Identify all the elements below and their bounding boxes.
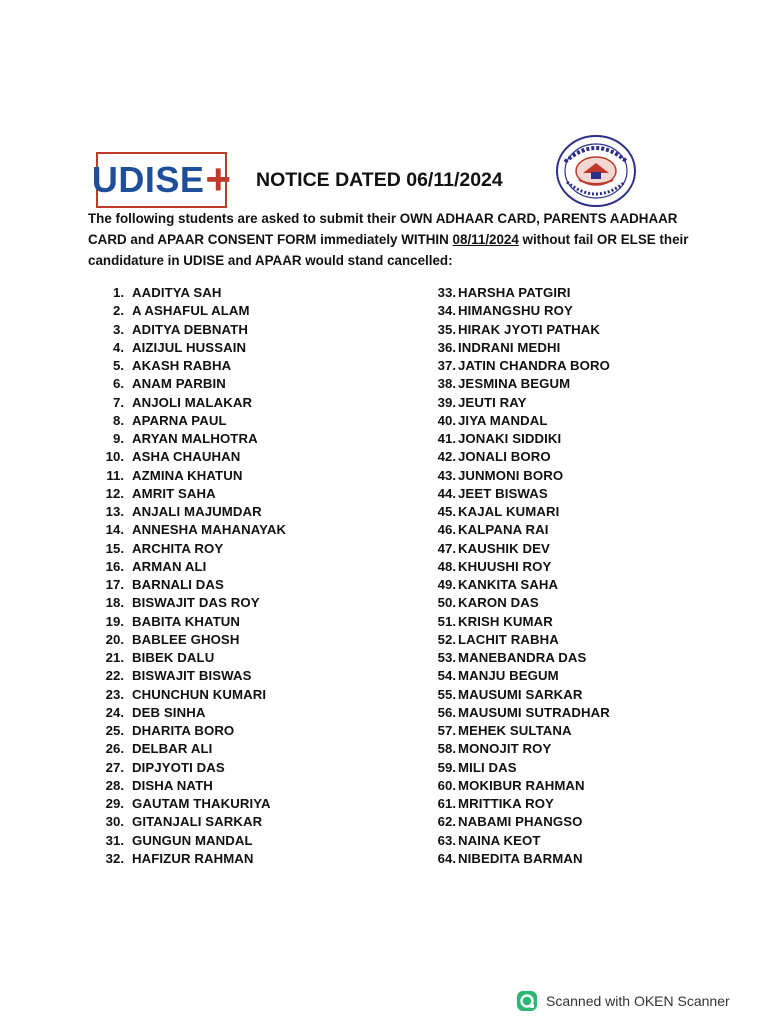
student-name: NAINA KEOT — [458, 832, 541, 848]
student-number: 40. — [437, 412, 456, 428]
student-name: JESMINA BEGUM — [458, 376, 571, 392]
student-number: 36. — [437, 339, 456, 355]
student-list-item — [420, 740, 610, 758]
student-number: 12. — [105, 485, 124, 501]
student-number: 28. — [105, 777, 124, 793]
student-name: HIRAK JYOTI PATHAK — [458, 321, 600, 337]
student-list-item — [420, 540, 610, 558]
student-number: 21. — [105, 650, 124, 665]
student-list-item — [96, 850, 286, 868]
student-list-item — [96, 686, 286, 704]
student-number: 8. — [113, 412, 124, 428]
student-name: NIBEDITA BARMAN — [458, 850, 583, 866]
student-name: KHUUSHI ROY — [458, 558, 552, 574]
student-name: ANNESHA MAHANAYAK — [132, 522, 287, 538]
student-list-item — [420, 631, 610, 649]
student-name: ARMAN ALI — [132, 558, 207, 574]
student-list-item — [96, 284, 286, 302]
student-number: 4. — [113, 339, 124, 355]
student-number: 61. — [437, 796, 456, 811]
student-name: MONOJIT ROY — [458, 741, 552, 757]
student-number: 14. — [105, 522, 124, 538]
student-name: BARNALI DAS — [132, 577, 224, 592]
student-number: 62. — [437, 814, 456, 830]
student-number: 19. — [105, 613, 124, 629]
student-list-item — [96, 467, 286, 485]
student-list-item — [96, 540, 286, 558]
student-number: 38. — [437, 376, 456, 392]
student-list-item — [420, 667, 610, 685]
student-number: 39. — [437, 394, 456, 410]
student-number: 7. — [113, 394, 124, 410]
student-number: 57. — [437, 723, 456, 738]
scanner-text: Scanned with OKEN Scanner — [546, 993, 730, 1009]
student-number: 10. — [105, 449, 124, 465]
student-name: MRITTIKA ROY — [458, 796, 554, 811]
student-list-item — [96, 667, 286, 685]
student-number: 5. — [113, 358, 124, 373]
student-list-item — [420, 594, 610, 612]
oken-scanner-icon — [516, 990, 538, 1012]
student-list-item — [420, 795, 610, 813]
student-number: 48. — [437, 558, 456, 574]
student-name: MEHEK SULTANA — [458, 723, 572, 738]
student-number: 26. — [105, 741, 124, 757]
student-list-item — [96, 394, 286, 412]
student-name: ADITYA DEBNATH — [132, 321, 248, 337]
student-number: 17. — [105, 577, 124, 592]
student-name: MAUSUMI SARKAR — [458, 686, 583, 702]
notice-instructions — [88, 208, 698, 271]
student-name: AKASH RABHA — [132, 358, 232, 373]
intro-text-part2: without fail OR ELSE their candidature in UDISE and APAAR would stand cancelled: — [88, 232, 689, 268]
student-name: ARCHITA ROY — [132, 540, 224, 556]
student-number: 23. — [105, 686, 124, 702]
scanner-watermark — [516, 990, 730, 1012]
student-name: MAUSUMI SUTRADHAR — [458, 704, 610, 720]
student-name: BISWAJIT DAS ROY — [132, 595, 260, 611]
student-name: DIPJYOTI DAS — [132, 759, 225, 775]
student-number: 50. — [437, 595, 456, 611]
student-name: BISWAJIT BISWAS — [132, 668, 252, 684]
student-list-item — [420, 558, 610, 576]
student-number: 63. — [437, 832, 456, 848]
student-list-item — [96, 649, 286, 667]
student-list-item — [96, 375, 286, 393]
student-list-item — [96, 302, 286, 320]
student-list-item — [420, 832, 610, 850]
student-list-item — [420, 485, 610, 503]
student-name: KRISH KUMAR — [458, 613, 553, 629]
student-name: DISHA NATH — [132, 777, 213, 793]
student-list-item — [420, 357, 610, 375]
student-number: 55. — [437, 686, 456, 702]
student-name: ANJALI MAJUMDAR — [132, 504, 262, 519]
student-name: NABAMI PHANGSO — [458, 814, 583, 830]
school-seal-logo — [553, 132, 639, 210]
student-number: 53. — [437, 650, 456, 665]
student-number: 41. — [437, 431, 456, 446]
student-list-item — [420, 284, 610, 302]
student-number: 32. — [105, 850, 124, 866]
student-number: 47. — [437, 540, 456, 556]
student-name: KAUSHIK DEV — [458, 540, 550, 556]
deadline-date: 08/11/2024 — [452, 232, 519, 247]
student-name: DHARITA BORO — [132, 723, 235, 738]
student-list-item — [420, 722, 610, 740]
student-number: 30. — [105, 814, 124, 830]
student-number: 18. — [105, 595, 124, 611]
student-number: 15. — [105, 540, 124, 556]
student-name: JEET BISWAS — [458, 485, 548, 501]
student-list-item — [96, 576, 286, 594]
student-number: 51. — [437, 613, 456, 629]
student-name: MILI DAS — [458, 759, 517, 775]
student-name: KAJAL KUMARI — [458, 504, 560, 519]
student-number: 45. — [437, 504, 456, 519]
student-list-item — [420, 613, 610, 631]
student-list-item — [420, 813, 610, 831]
student-number: 59. — [437, 759, 456, 775]
student-name: JONAKI SIDDIKI — [458, 431, 562, 446]
student-number: 24. — [105, 704, 124, 720]
student-name: BIBEK DALU — [132, 650, 215, 665]
student-list-item — [420, 850, 610, 868]
student-list-item — [96, 503, 286, 521]
student-list-item — [420, 321, 610, 339]
student-number: 16. — [105, 558, 124, 574]
student-list-item — [96, 558, 286, 576]
student-number: 22. — [105, 668, 124, 684]
student-number: 9. — [113, 431, 124, 446]
student-name: HIMANGSHU ROY — [458, 303, 573, 319]
student-name: JONALI BORO — [458, 449, 551, 465]
student-list-item — [96, 777, 286, 795]
student-name: KARON DAS — [458, 595, 539, 611]
notice-title: NOTICE DATED 06/11/2024 — [256, 169, 503, 191]
student-list-item — [96, 321, 286, 339]
student-name: DELBAR ALI — [132, 741, 213, 757]
student-number: 33. — [437, 285, 456, 300]
student-name: APARNA PAUL — [132, 412, 227, 428]
student-list-item — [420, 649, 610, 667]
student-list-item — [96, 485, 286, 503]
student-number: 35. — [437, 321, 456, 337]
intro-text-part1: The following students are asked to submit their OWN ADHAAR CARD, PARENTS AADHAAR CARD and APAAR CONSENT FORM immediately WITHIN — [88, 211, 678, 247]
student-name: AADITYA SAH — [132, 285, 222, 300]
student-list-item — [96, 704, 286, 722]
student-number: 52. — [437, 631, 456, 647]
student-list-item — [96, 759, 286, 777]
student-number: 37. — [437, 358, 456, 373]
student-list-left — [96, 284, 286, 868]
student-name: AIZIJUL HUSSAIN — [132, 339, 247, 355]
student-list-item — [420, 503, 610, 521]
student-name: ARYAN MALHOTRA — [132, 431, 258, 446]
student-name: JATIN CHANDRA BORO — [458, 358, 610, 373]
student-name: BABITA KHATUN — [132, 613, 241, 629]
student-list-item — [420, 576, 610, 594]
student-name: ASHA CHAUHAN — [132, 449, 241, 465]
student-number: 11. — [106, 467, 124, 483]
student-name: MANJU BEGUM — [458, 668, 559, 684]
student-list-item — [96, 795, 286, 813]
student-number: 56. — [437, 704, 456, 720]
student-number: 13. — [105, 504, 124, 519]
student-name: KANKITA SAHA — [458, 577, 559, 592]
student-name: GITANJALI SARKAR — [132, 814, 263, 830]
student-name: LACHIT RABHA — [458, 631, 559, 647]
student-name: CHUNCHUN KUMARI — [132, 686, 267, 702]
student-list-item — [96, 740, 286, 758]
student-number: 43. — [437, 467, 456, 483]
student-name: BABLEE GHOSH — [132, 631, 240, 647]
student-list-item — [420, 339, 610, 357]
student-name: INDRANI MEDHI — [458, 339, 561, 355]
student-list-item — [420, 375, 610, 393]
student-list-item — [96, 412, 286, 430]
student-list-item — [420, 394, 610, 412]
student-list-item — [96, 613, 286, 631]
student-number: 27. — [105, 759, 124, 775]
student-list-item — [96, 813, 286, 831]
student-name: HARSHA PATGIRI — [458, 285, 571, 300]
student-list-item — [420, 412, 610, 430]
student-list-item — [420, 467, 610, 485]
student-number: 2. — [113, 303, 124, 319]
student-list-item — [96, 357, 286, 375]
student-list-item — [420, 686, 610, 704]
student-list-item — [420, 430, 610, 448]
student-list-item — [420, 302, 610, 320]
student-name: HAFIZUR RAHMAN — [132, 850, 254, 866]
student-name: GAUTAM THAKURIYA — [132, 796, 271, 811]
student-list-item — [96, 722, 286, 740]
student-name: KALPANA RAI — [458, 522, 549, 538]
student-number: 58. — [437, 741, 456, 757]
student-name: AMRIT SAHA — [132, 485, 216, 501]
udise-logo — [91, 152, 232, 208]
student-number: 49. — [437, 577, 456, 592]
student-number: 1. — [113, 285, 124, 300]
student-list-item — [96, 339, 286, 357]
student-number: 64. — [437, 850, 456, 866]
student-number: 3. — [113, 321, 124, 337]
student-number: 6. — [113, 376, 124, 392]
student-number: 54. — [437, 668, 456, 684]
student-list-item — [420, 704, 610, 722]
student-list-item — [96, 832, 286, 850]
student-number: 29. — [105, 796, 124, 811]
student-list-item — [420, 448, 610, 466]
student-name: DEB SINHA — [132, 704, 206, 720]
student-list-item — [420, 777, 610, 795]
student-name: AZMINA KHATUN — [132, 467, 243, 483]
student-name: MANEBANDRA DAS — [458, 650, 587, 665]
student-number: 44. — [437, 485, 456, 501]
student-list-item — [96, 521, 286, 539]
student-number: 25. — [105, 723, 124, 738]
student-number: 42. — [437, 449, 456, 465]
student-name: JIYA MANDAL — [458, 412, 548, 428]
student-list-item — [96, 594, 286, 612]
student-name: JEUTI RAY — [458, 394, 527, 410]
student-number: 20. — [105, 631, 124, 647]
student-name: JUNMONI BORO — [458, 467, 564, 483]
student-list-item — [96, 448, 286, 466]
student-name: ANJOLI MALAKAR — [132, 394, 253, 410]
udise-logo-text: UDISE — [91, 159, 205, 200]
udise-logo-plus: + — [205, 155, 232, 204]
student-list-item — [420, 759, 610, 777]
student-name: GUNGUN MANDAL — [132, 832, 253, 848]
student-list-right — [420, 284, 610, 868]
student-name: MOKIBUR RAHMAN — [458, 777, 585, 793]
student-name: A ASHAFUL ALAM — [132, 303, 250, 319]
student-number: 34. — [437, 303, 456, 319]
student-list-item — [420, 521, 610, 539]
student-number: 46. — [437, 522, 456, 538]
student-list-item — [96, 430, 286, 448]
student-number: 60. — [437, 777, 456, 793]
student-number: 31. — [105, 832, 124, 848]
student-name: ANAM PARBIN — [132, 376, 226, 392]
student-list-item — [96, 631, 286, 649]
